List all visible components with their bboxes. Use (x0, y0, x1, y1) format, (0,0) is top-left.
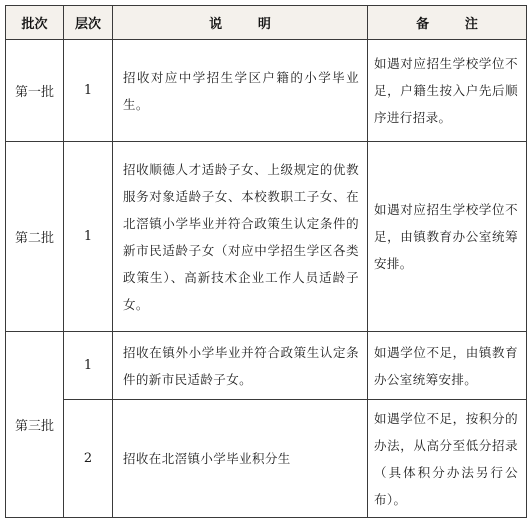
table-row (6, 40, 527, 142)
batch-cell: 第二批 (6, 142, 64, 332)
header-note: 备 注 (368, 6, 527, 40)
batch-cell: 第一批 (6, 40, 64, 142)
description-cell: 招收在北滘镇小学毕业积分生 (113, 400, 368, 518)
note-cell: 如遇对应招生学校学位不足，户籍生按入户先后顺序进行招录。 (368, 40, 527, 142)
table-header-row (6, 6, 527, 40)
header-description: 说 明 (113, 6, 368, 40)
description-cell: 招收在镇外小学毕业并符合政策生认定条件的新市民适龄子女。 (113, 332, 368, 400)
header-level: 层次 (64, 6, 113, 40)
description-cell: 招收对应中学招生学区户籍的小学毕业生。 (113, 40, 368, 142)
level-cell: 1 (64, 332, 113, 400)
table-row (6, 332, 527, 400)
header-batch: 批次 (6, 6, 64, 40)
table-row (6, 400, 527, 518)
level-cell: 1 (64, 142, 113, 332)
note-cell: 如遇学位不足，按积分的办法，从高分至低分招录（具体积分办法另行公布）。 (368, 400, 527, 518)
batch-cell: 第三批 (6, 332, 64, 518)
level-cell: 2 (64, 400, 113, 518)
note-cell: 如遇对应招生学校学位不足，由镇教育办公室统筹安排。 (368, 142, 527, 332)
description-cell: 招收顺德人才适龄子女、上级规定的优教服务对象适龄子女、本校教职工子女、在北滘镇小学毕业并符合政策生认定条件的新市民适龄子女（对应中学招生学区各类政策生）、高新技术企业工作人员适龄子女。 (113, 142, 368, 332)
table-row (6, 142, 527, 332)
admission-batch-table (5, 5, 527, 518)
level-cell: 1 (64, 40, 113, 142)
note-cell: 如遇学位不足，由镇教育办公室统筹安排。 (368, 332, 527, 400)
